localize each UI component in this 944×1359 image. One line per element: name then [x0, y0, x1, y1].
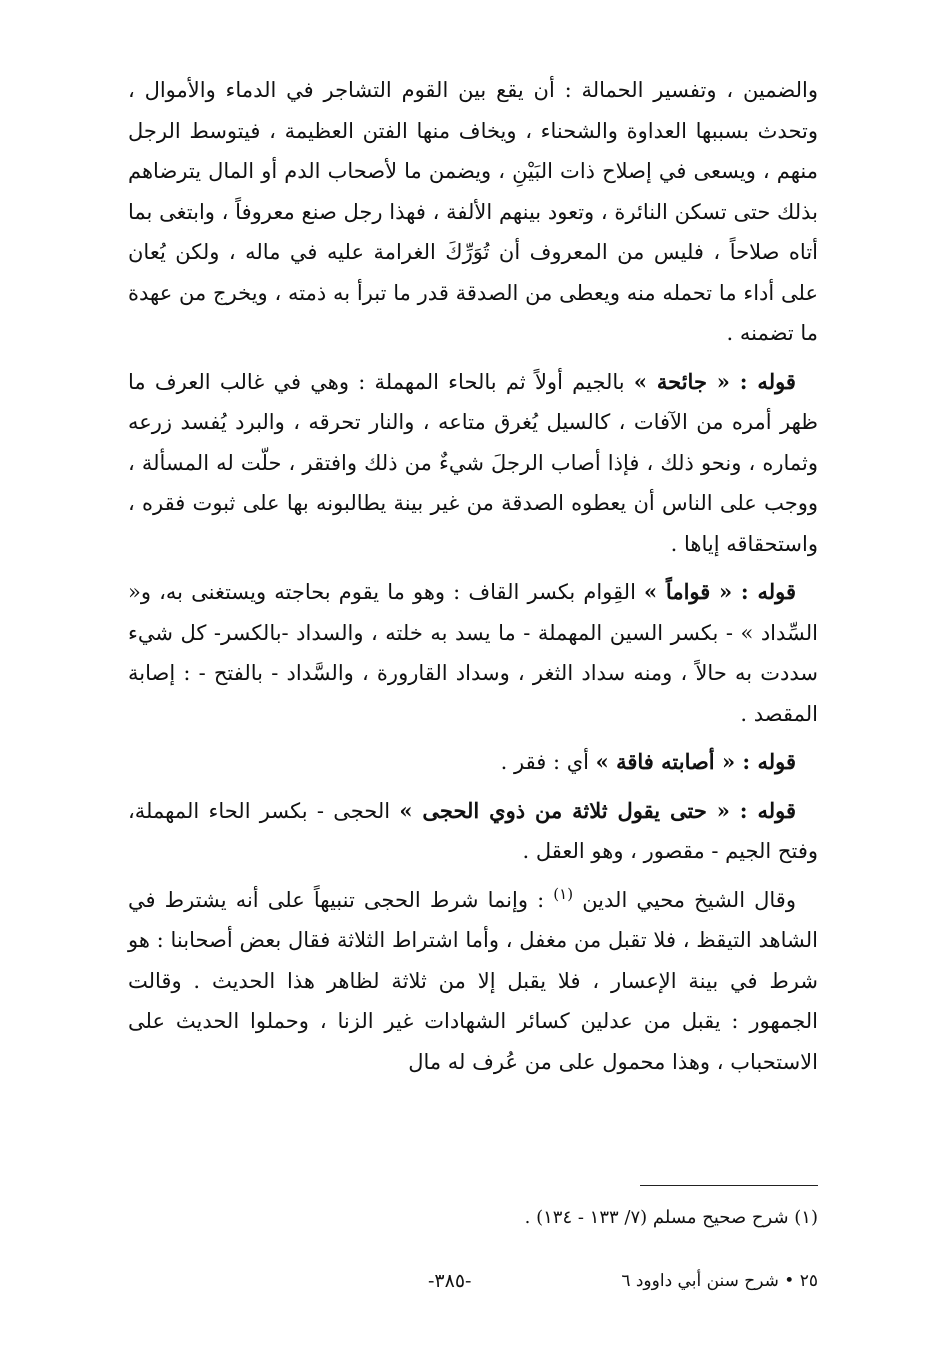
quoted-term: قوله : « أصابته فاقة »: [595, 749, 796, 774]
footnote-reference[interactable]: (١): [553, 884, 574, 903]
paragraph-text: أي : فقر .: [500, 750, 596, 774]
paragraph-text: بالجيم أولاً ثم بالحاء المهملة : وهي في غالب العرف ما ظهر أمره من الآفات ، كالسيل يُغرق متاعه ، والنار تحرقه ، والبرد يُفسد زرعه وثماره ، ونحو ذلك ، فإذا أصاب الرجلَ شيءٌ من ذلك وافتقر ، حلّت له المسألة ، ووجب على الناس أن يعطوه الصدقة من غير بينة يطالبونه بها على ثبوت فقره ، واستحقاقه إياها .: [128, 369, 818, 556]
quoted-term: قوله : « حتى يقول ثلاثة من ذوي الحجى »: [399, 797, 796, 823]
quoted-term: قوله : « قواماً »: [644, 579, 796, 604]
paragraph-text: القِوام بكسر القاف : وهو ما يقوم بحاجته ويستغنى به، و« السِّداد » - بكسر السين المهملة - ما يسد به خلته ، والسداد -بالكسر- كل شيء سددت به حالاً ، ومنه سداد الثغر ، وسداد القارورة ، والسَّداد - بالفتح - : إصابة المقصد .: [128, 580, 818, 726]
paragraph-faqa: [128, 742, 818, 783]
paragraph-hija: [128, 791, 818, 872]
page-number: -٣٨٥-: [428, 1270, 472, 1292]
footnote: [300, 1203, 818, 1233]
paragraph-text: الحجى - بكسر الحاء المهملة، وفتح الجيم - مقصور ، وهو العقل .: [128, 798, 818, 863]
main-text: [128, 70, 818, 1082]
page-footer: [128, 1266, 818, 1296]
paragraph-nawawi: [128, 880, 818, 1083]
paragraph-qawam: [128, 572, 818, 734]
quoted-term: قوله : « جائحة »: [633, 368, 796, 394]
paragraph-text: : وإنما شرط الحجى تنبيهاً على أنه يشترط في الشاهد التيقظ ، فلا تقبل من مغفل ، وأما اشتراط الثلاثة فقال بعض أصحابنا : هو شرط في بينة الإعسار ، فلا يقبل إلا من ثلاثة لظاهر هذا الحديث . وقالت الجمهور : يقبل من عدلين كسائر الشهادات غير الزنا ، وحملوا الحديث على الاستحباب ، وهذا محمول على من عُرف له مال: [128, 887, 818, 1074]
footnote-text: (١) شرح صحيح مسلم (٧/ ١٣٣ - ١٣٤) .: [524, 1207, 818, 1228]
paragraph-jaiha: [128, 362, 818, 565]
paragraph-hamala: [128, 70, 818, 354]
paragraph-text: والضمين ، وتفسير الحمالة : أن يقع بين القوم التشاجر في الدماء والأموال ، وتحدث بسببها العداوة والشحناء ، ويخاف منها الفتن العظيمة ، فيتوسط الرجل منهم ، ويسعى في إصلاح ذات البَيْنِ ، ويضمن ما لأصحاب الدم أو المال يترضاهم بذلك حتى تسكن النائرة ، وتعود بينهم الألفة ، فهذا رجل صنع معروفاً ، وابتغى بما أتاه صلاحاً ، فليس من المعروف أن تُوَرِّكَ الغرامة عليه في ماله ، ولكن يُعان على أداء ما تحمله منه ويعطى من الصدقة قدر ما تبرأ به ذمته ، ويخرج من عهدة ما تضمنه .: [128, 78, 818, 345]
footnote-divider: [640, 1185, 818, 1186]
signature-mark: ٢٥ • شرح سنن أبي داوود ٦: [621, 1271, 818, 1291]
paragraph-text: وقال الشيخ محيي الدين: [573, 887, 796, 912]
